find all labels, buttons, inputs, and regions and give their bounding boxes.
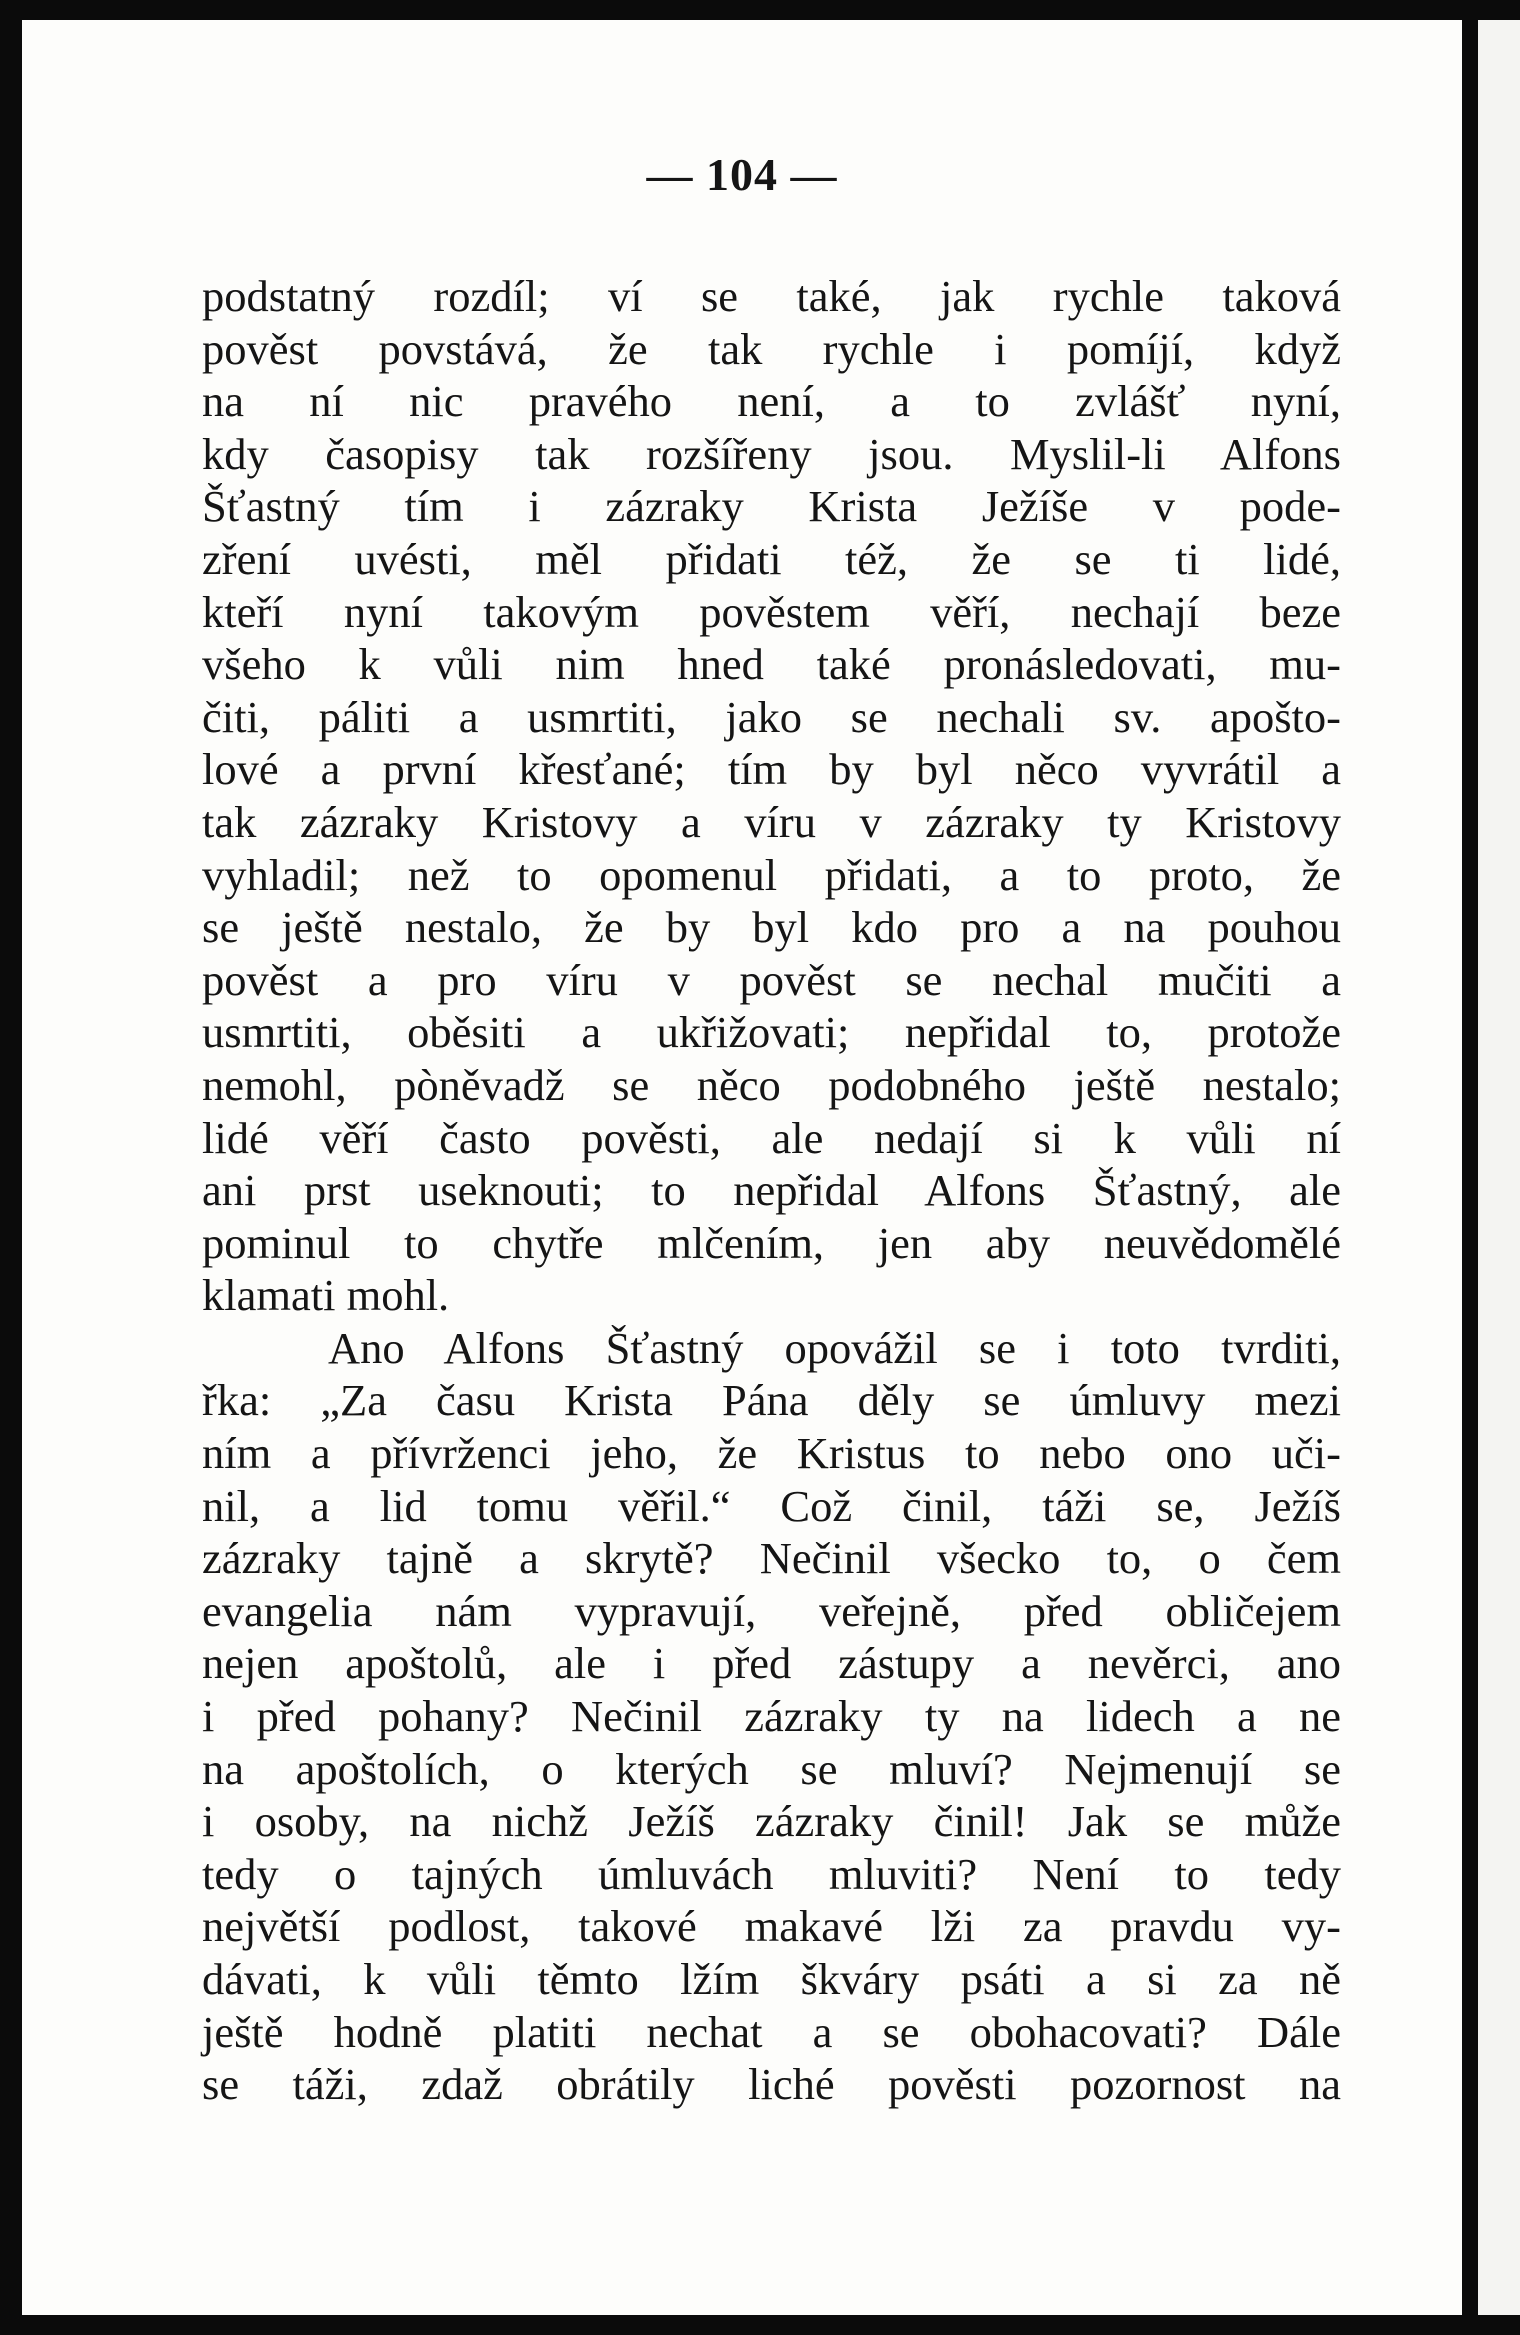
text-line: usmrtiti, oběsiti a ukřižovati; nepřidal to, protože	[202, 1007, 1341, 1058]
paragraph-end-line: klamati mohl.	[202, 1270, 450, 1321]
text-line: vyhladil; než to opomenul přidati, a to proto, že	[202, 849, 1341, 900]
text-line: pominul to chytře mlčením, jen aby neuvědomělé	[202, 1217, 1341, 1268]
text-line: nejen apoštolů, ale i před zástupy a nevěrci, ano	[202, 1638, 1341, 1689]
text-line: se ještě nestalo, že by byl kdo pro a na pouhou	[202, 902, 1341, 953]
text-line: tedy o tajných úmluvách mluviti? Není to tedy	[202, 1848, 1341, 1899]
text-line: pověst a pro víru v pověst se nechal mučiti a	[202, 954, 1341, 1005]
text-line: evangelia nám vypravují, veřejně, před obličejem	[202, 1585, 1341, 1636]
text-line: řka: „Za času Krista Pána děly se úmluvy mezi	[202, 1375, 1341, 1426]
text-line: kdy časopisy tak rozšířeny jsou. Myslil-li Alfons	[202, 428, 1341, 479]
text-line: se táži, zdaž obrátily liché pověsti pozornost na	[202, 2059, 1341, 2110]
text-line: nil, a lid tomu věřil.“ Což činil, táži se, Ježíš	[202, 1480, 1341, 1531]
text-line: Šťastný tím i zázraky Krista Ježíše v pode-	[202, 481, 1341, 532]
text-line: největší podlost, takové makavé lži za pravdu vy-	[202, 1901, 1341, 1952]
text-line: zření uvésti, měl přidati též, že se ti lidé,	[202, 533, 1341, 584]
text-line: ani prst useknouti; to nepřidal Alfons Šťastný, ale	[202, 1165, 1341, 1216]
text-line: lové a první křesťané; tím by byl něco vyvrátil a	[202, 744, 1341, 795]
text-line: ním a přívrženci jeho, že Kristus to nebo ono uči-	[202, 1428, 1341, 1479]
text-line: dávati, k vůli těmto lžím škváry psáti a si za ně	[202, 1954, 1341, 2004]
text-line: pověst povstává, že tak rychle i pomíjí, když	[202, 323, 1341, 374]
text-line: všeho k vůli nim hned také pronásledovati, mu-	[202, 639, 1341, 690]
text-line: podstatný rozdíl; ví se také, jak rychle taková	[202, 271, 1341, 321]
text-line: zázraky tajně a skrytě? Nečinil všecko to, o čem	[202, 1533, 1341, 1584]
body-text	[202, 270, 1341, 2111]
text-line: čiti, páliti a usmrtiti, jako se nechali sv. apošto-	[202, 691, 1341, 742]
adjacent-page-edge	[1478, 20, 1520, 2315]
text-line: na apoštolích, o kterých se mluví? Nejmenují se	[202, 1743, 1341, 1794]
text-line: nemohl, pòněvadž se něco podobného ještě nestalo;	[202, 1059, 1341, 1110]
text-line: i osoby, na nichž Ježíš zázraky činil! Jak se může	[202, 1796, 1341, 1847]
text-line: lidé věří často pověsti, ale nedají si k vůli ní	[202, 1112, 1341, 1163]
text-line: na ní nic pravého není, a to zvlášť nyní,	[202, 376, 1341, 427]
paragraph-start-line: Ano Alfons Šťastný opovážil se i toto tvrditi,	[328, 1322, 1341, 1373]
text-line: i před pohany? Nečinil zázraky ty na lidech a ne	[202, 1691, 1341, 1742]
text-line: ještě hodně platiti nechat a se obohacovati? Dále	[202, 2006, 1341, 2057]
book-page	[22, 20, 1462, 2315]
page-number: — 104 —	[646, 149, 838, 200]
text-line: tak zázraky Kristovy a víru v zázraky ty Kristovy	[202, 796, 1341, 847]
text-line: kteří nyní takovým pověstem věří, nechají beze	[202, 586, 1341, 637]
